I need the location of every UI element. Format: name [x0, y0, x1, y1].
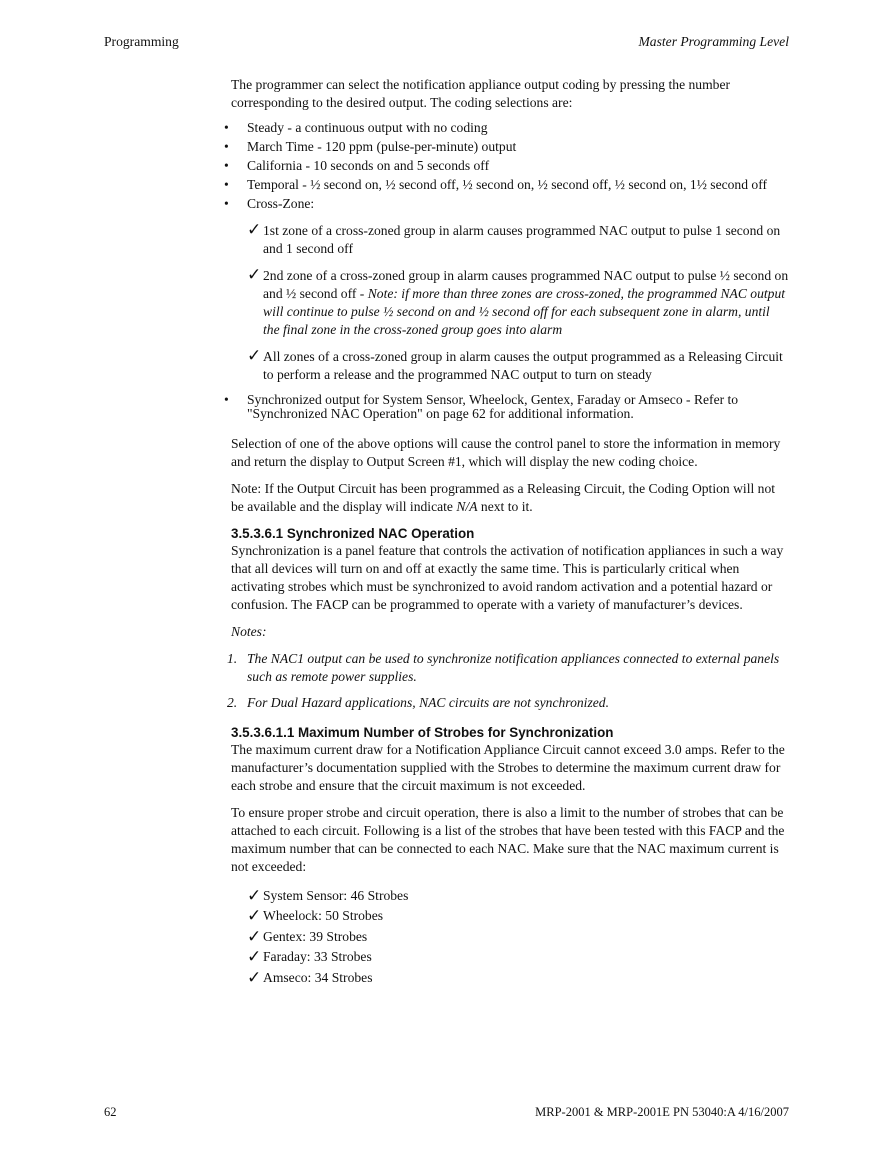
max-current-paragraph: The maximum current draw for a Notification Appliance Circuit cannot exceed 3.0 amps. Refer to the manufacturer’s documentation supplied with the Strobes to determine the maximum current draw for each strobe and ensure that the circuit maximum is not exceeded. — [231, 741, 785, 793]
na-label: N/A — [456, 498, 478, 514]
cross-zone-text: 2nd zone of a cross-zoned group in alarm causes programmed NAC output to pulse ½ second on and ½ second off - — [263, 267, 789, 301]
releasing-note-text: Note: If the Output Circuit has been programmed as a Releasing Circuit, the Coding Option will not be available and the display will indicate — [231, 480, 776, 514]
note-text: The NAC1 output can be used to synchronize notification appliances connected to external panels such as remote power supplies. — [247, 650, 780, 684]
checkmark-icon: ✓ — [247, 345, 262, 366]
note-number: 2. — [227, 694, 238, 710]
page-number: 62 — [104, 1105, 117, 1119]
checkmark-icon: ✓ — [247, 885, 262, 906]
coding-option-synchronized: • Synchronized output for System Sensor, Wheelock, Gentex, Faraday or Amseco - Refer to "Synchronized NAC Operation" on page 62 for additional information. — [231, 393, 789, 422]
strobe-list — [247, 886, 789, 989]
checkmark-icon: ✓ — [247, 926, 262, 947]
intro-paragraph: The programmer can select the notification appliance output coding by pressing the number corresponding to the desired output. The coding selections are: — [231, 77, 731, 110]
strobe-text: Faraday: 33 Strobes — [263, 949, 372, 964]
note-item — [227, 694, 789, 712]
strobe-limit-paragraph: To ensure proper strobe and circuit operation, there is also a limit to the number of strobes that can be attached to each circuit. Following is a list of the strobes that have been tested with this FACP and the maximum number that can be connected to each NAC. Make sure that the NAC maximum current is not exceeded: — [231, 804, 785, 874]
note-number: 1. — [227, 650, 238, 666]
cross-zone-item — [247, 345, 789, 384]
coding-option-temporal: • Temporal - ½ second on, ½ second off, ½ second on, ½ second off, ½ second on, 1½ second off — [231, 178, 789, 193]
checkmark-icon: ✓ — [247, 947, 262, 967]
selection-paragraph: Selection of one of the above options will cause the control panel to store the information in memory and return the display to Output Screen #1, which will display the new coding choice. — [231, 435, 781, 469]
document-id: MRP-2001 & MRP-2001E PN 53040:A 4/16/2007 — [535, 1105, 789, 1119]
note-item — [227, 650, 789, 686]
coding-option-steady: • Steady - a continuous output with no coding — [231, 121, 789, 136]
cross-zone-item — [247, 219, 789, 258]
cross-zone-text: 1st zone of a cross-zoned group in alarm causes programmed NAC output to pulse 1 second on and 1 second off — [263, 222, 781, 256]
strobe-item — [247, 886, 789, 907]
checkmark-icon: ✓ — [247, 219, 262, 240]
coding-option-march-time: • March Time - 120 ppm (pulse-per-minute) output — [231, 140, 789, 155]
checkmark-icon: ✓ — [247, 906, 262, 926]
strobe-text: Amseco: 34 Strobes — [263, 969, 373, 985]
checkmark-icon: ✓ — [247, 967, 262, 988]
notes-label: Notes: — [231, 623, 267, 639]
strobe-text: System Sensor: 46 Strobes — [263, 887, 409, 903]
cross-zone-list — [247, 219, 789, 384]
strobe-text: Gentex: 39 Strobes — [263, 928, 368, 944]
strobe-text: Wheelock: 50 Strobes — [263, 908, 384, 923]
section-heading-max-strobes: 3.5.3.6.1.1 Maximum Number of Strobes for Synchronization — [231, 724, 614, 740]
strobe-item — [247, 947, 789, 968]
section-heading-sync: 3.5.3.6.1 Synchronized NAC Operation — [231, 525, 475, 541]
page-body — [227, 76, 789, 988]
releasing-note-tail: next to it. — [477, 498, 533, 514]
checkmark-icon: ✓ — [247, 264, 262, 285]
coding-option-cross-zone: • Cross-Zone: — [231, 197, 789, 212]
strobe-item — [247, 906, 789, 927]
header-chapter-title: Master Programming Level — [638, 34, 789, 49]
header-section-title: Programming — [104, 34, 179, 49]
strobe-item — [247, 968, 789, 989]
cross-zone-text: All zones of a cross-zoned group in alarm causes the output programmed as a Releasing Circuit to perform a release and the programmed NAC output to turn on steady — [263, 348, 783, 382]
cross-zone-note: Note: if more than three zones are cross-zoned, the programmed NAC output will continue to pulse ½ second on and ½ second off for each subsequent zone in alarm, until the final zone in the cross-zoned group goes into alarm — [263, 285, 786, 337]
note-text: For Dual Hazard applications, NAC circuits are not synchronized. — [247, 694, 609, 710]
releasing-note-paragraph — [231, 480, 789, 516]
cross-zone-item — [247, 264, 789, 339]
sync-paragraph: Synchronization is a panel feature that controls the activation of notification appliances in such a way that all devices will turn on and off at exactly the same time. This is particularly critical when activating strobes which must be synchronized to avoid random activation and a potential hazard or confusion. The FACP can be programmed to operate with a variety of manufacturer’s devices. — [231, 542, 784, 612]
coding-option-california: • California - 10 seconds on and 5 seconds off — [231, 159, 789, 174]
strobe-item — [247, 927, 789, 948]
coding-options-list — [231, 121, 789, 422]
